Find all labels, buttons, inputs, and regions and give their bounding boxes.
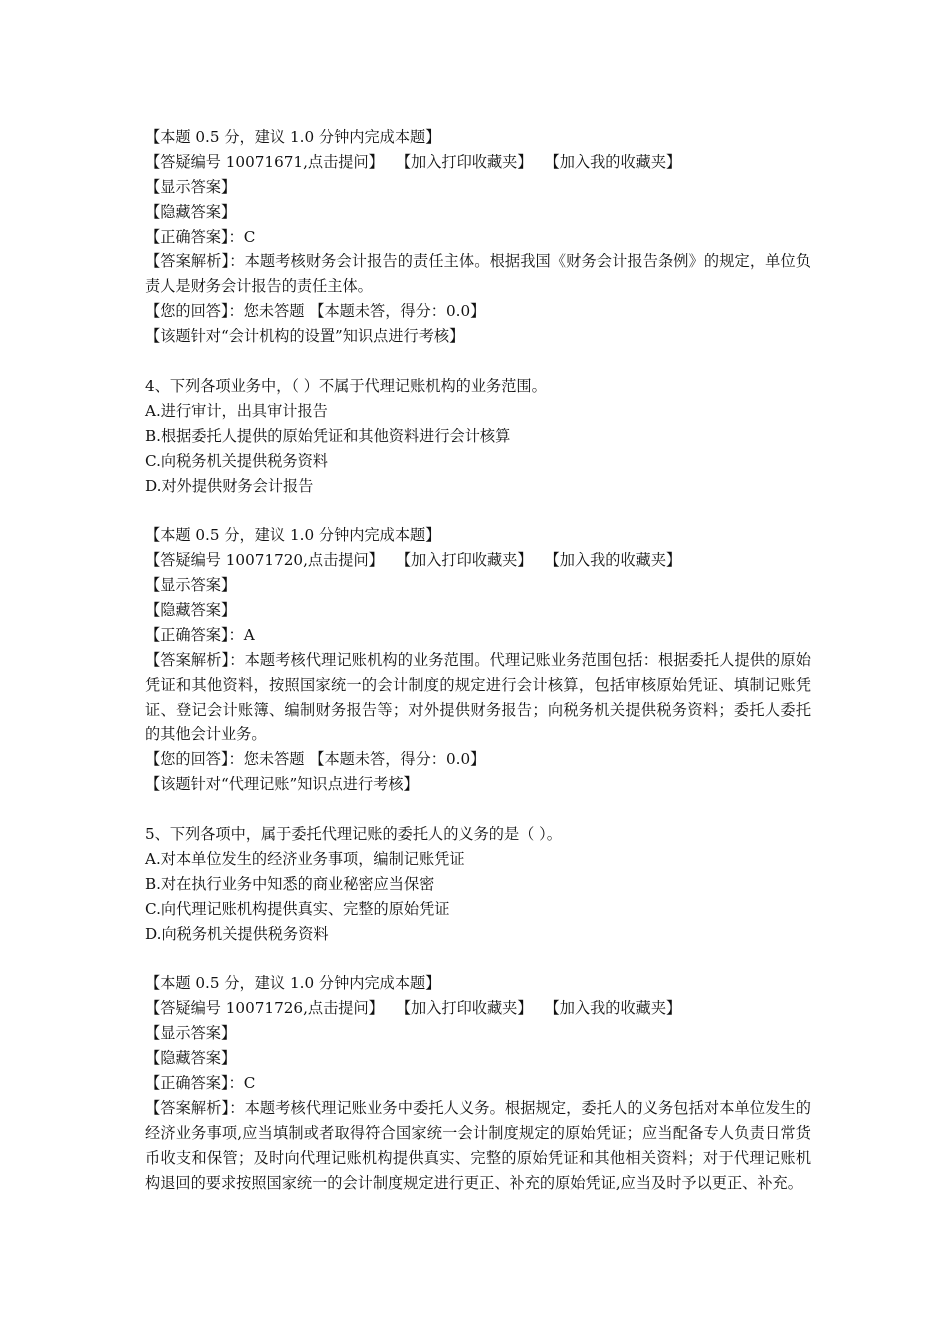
option-d: D.对外提供财务会计报告 xyxy=(145,476,314,495)
question-meta: 【本题 0.5 分，建议 1.0 分钟内完成本题】 xyxy=(145,526,441,545)
ask-question-link[interactable]: 【答疑编号 10071720,点击提问】 xyxy=(145,551,384,570)
correct-answer: 【正确答案】：C xyxy=(145,227,256,246)
your-answer: 【您的回答】：您未答题 【本题未答，得分：0.0】 xyxy=(145,302,486,321)
option-d: D.向税务机关提供税务资料 xyxy=(145,924,329,943)
add-my-favorites-link[interactable]: 【加入我的收藏夹】 xyxy=(544,551,682,570)
answer-analysis: 【答案解析】：本题考核代理记账机构的业务范围。代理记账业务范围包括：根据委托人提供的原始凭证和其他资料，按照国家统一的会计制度的规定进行会计核算，包括审核原始凭证、填制记账凭证、登记会计账簿、编制财务报告等；对外提供财务报告；向税务机关提供税务资料；委托人委托的其他会计业务。 xyxy=(145,650,811,744)
document-page xyxy=(145,125,811,1195)
ask-question-link[interactable]: 【答疑编号 10071671,点击提问】 xyxy=(145,152,384,171)
knowledge-point: 【该题针对“代理记账”知识点进行考核】 xyxy=(145,775,419,794)
option-c: C.向代理记账机构提供真实、完整的原始凭证 xyxy=(145,899,450,918)
add-print-favorites-link[interactable]: 【加入打印收藏夹】 xyxy=(395,551,533,570)
show-answer-link[interactable]: 【显示答案】 xyxy=(145,177,237,196)
correct-answer: 【正确答案】：A xyxy=(145,625,255,644)
ask-question-link[interactable]: 【答疑编号 10071726,点击提问】 xyxy=(145,999,384,1018)
hide-answer-link[interactable]: 【隐藏答案】 xyxy=(145,600,237,619)
add-my-favorites-link[interactable]: 【加入我的收藏夹】 xyxy=(544,999,682,1018)
hide-answer-link[interactable]: 【隐藏答案】 xyxy=(145,202,237,221)
answer-analysis: 【答案解析】：本题考核财务会计报告的责任主体。根据我国《财务会计报告条例》的规定，单位负责人是财务会计报告的责任主体。 xyxy=(145,252,811,296)
correct-answer: 【正确答案】：C xyxy=(145,1073,256,1092)
question-meta: 【本题 0.5 分，建议 1.0 分钟内完成本题】 xyxy=(145,128,441,146)
question-stem: 5、下列各项中，属于委托代理记账的委托人的义务的是（ ）。 xyxy=(145,825,562,844)
action-row xyxy=(145,150,811,175)
add-my-favorites-link[interactable]: 【加入我的收藏夹】 xyxy=(544,152,682,171)
action-row xyxy=(145,996,811,1021)
answer-analysis: 【答案解析】：本题考核代理记账业务中委托人义务。根据规定，委托人的义务包括对本单位发生的经济业务事项,应当填制或者取得符合国家统一会计制度规定的原始凭证；应当配备专人负责日常货币收支和保管；及时向代理记账机构提供真实、完整的原始凭证和其他相关资料；对于代理记账机构退回的要求按照国家统一的会计制度规定进行更正、补充的原始凭证,应当及时予以更正、补充。 xyxy=(145,1098,811,1192)
question-stem: 4、下列各项业务中，（ ）不属于代理记账机构的业务范围。 xyxy=(145,376,547,395)
show-answer-link[interactable]: 【显示答案】 xyxy=(145,576,237,595)
hide-answer-link[interactable]: 【隐藏答案】 xyxy=(145,1049,237,1068)
add-print-favorites-link[interactable]: 【加入打印收藏夹】 xyxy=(395,999,533,1018)
show-answer-link[interactable]: 【显示答案】 xyxy=(145,1024,237,1043)
option-a: A.进行审计，出具审计报告 xyxy=(145,401,328,420)
add-print-favorites-link[interactable]: 【加入打印收藏夹】 xyxy=(395,152,533,171)
option-c: C.向税务机关提供税务资料 xyxy=(145,451,328,470)
option-a: A.对本单位发生的经济业务事项，编制记账凭证 xyxy=(145,849,465,868)
option-b: B.根据委托人提供的原始凭证和其他资料进行会计核算 xyxy=(145,426,511,445)
your-answer: 【您的回答】：您未答题 【本题未答，得分：0.0】 xyxy=(145,750,486,769)
action-row xyxy=(145,548,811,573)
knowledge-point: 【该题针对“会计机构的设置”知识点进行考核】 xyxy=(145,327,465,346)
question-meta: 【本题 0.5 分，建议 1.0 分钟内完成本题】 xyxy=(145,974,441,993)
option-b: B.对在执行业务中知悉的商业秘密应当保密 xyxy=(145,874,435,893)
